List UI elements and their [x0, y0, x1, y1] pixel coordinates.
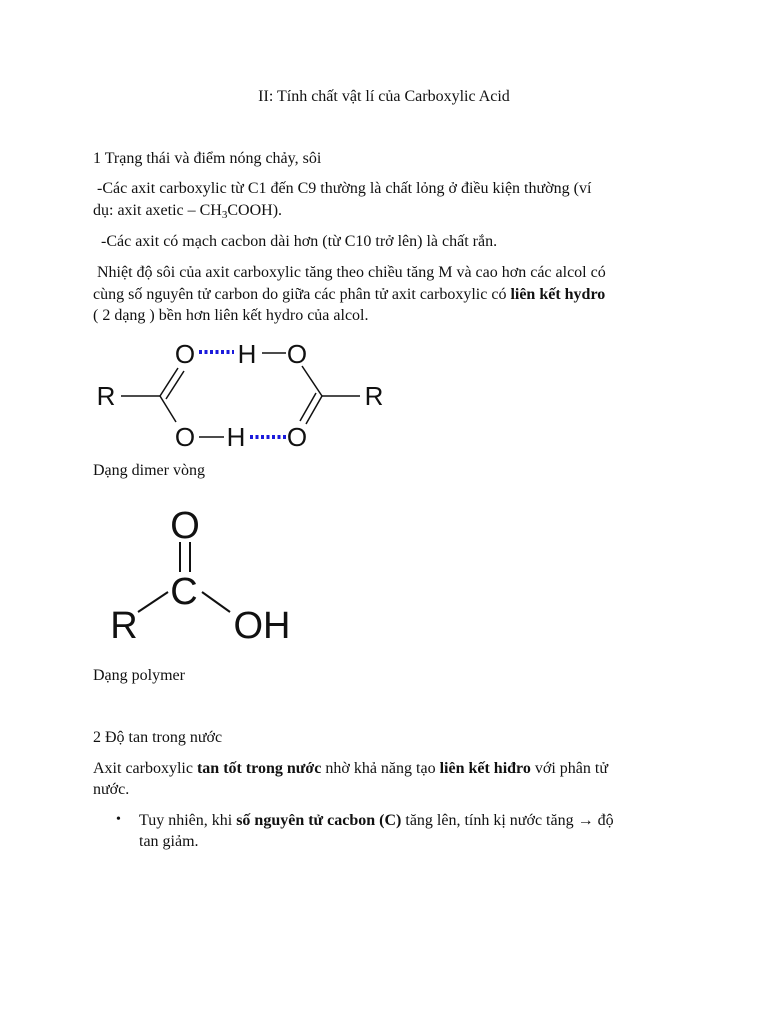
paragraph-2: -Các axit có mạch cacbon dài hơn (từ C10 trở lên) là chất rắn.: [101, 233, 498, 250]
section2-text-b: nhờ khả năng tạo: [325, 760, 436, 777]
section2-heading: 2 Độ tan trong nước: [93, 729, 223, 746]
atom-c: C: [170, 571, 198, 613]
atom-o: O: [170, 505, 200, 547]
bullet-line-1: [139, 810, 614, 832]
arrow-symbol: →: [577, 812, 594, 829]
section2-text-a: Axit carboxylic: [93, 760, 193, 777]
section2-paragraph-line-1: [93, 758, 608, 780]
atom-o4: O: [286, 422, 308, 452]
section1-heading: 1 Trạng thái và điểm nóng chảy, sôi: [93, 150, 322, 167]
atom-o1: O: [174, 339, 196, 369]
bond-c-o3: [160, 396, 176, 422]
bond-c-oh: [202, 592, 230, 612]
paragraph-1-line-1: -Các axit carboxylic từ C1 đến C9 thường là chất lỏng ở điều kiện thường (ví: [97, 180, 592, 197]
bullet-bold-carbon: số nguyên tử cacbon (C): [236, 812, 402, 829]
double-bond-right-b: [300, 393, 316, 421]
section2-bold-hbond: liên kết hiđro: [439, 760, 531, 777]
hydrogen-bond-bold: liên kết hydro: [510, 286, 606, 303]
polymer-structure-diagram: [100, 500, 310, 648]
atom-h2: H: [226, 422, 246, 452]
atom-r-left: R: [96, 381, 116, 411]
dimer-structure-diagram: [90, 336, 400, 456]
subscript-3: 3: [221, 209, 228, 221]
atom-o2: O: [286, 339, 308, 369]
paragraph-3-text: cùng số nguyên tử carbon do giữa các phân tử axit carboxylic có: [93, 286, 507, 303]
paragraph-1-text: dụ: axit axetic – CH: [93, 202, 222, 219]
bullet-text-c: độ: [597, 812, 614, 829]
atom-r-right: R: [364, 381, 384, 411]
paragraph-3-line-1: Nhiệt độ sôi của axit carboxylic tăng theo chiều tăng M và cao hơn các alcol có: [97, 264, 606, 281]
section2-paragraph-line-2: nước.: [93, 781, 130, 798]
paragraph-1-line-2: [93, 200, 282, 222]
atom-r: R: [110, 605, 138, 647]
bond-c-r: [138, 592, 168, 612]
bond-o2-c: [302, 366, 322, 396]
bullet-text-b: tăng lên, tính kị nước tăng: [405, 812, 574, 829]
double-bond-left-b: [166, 371, 184, 399]
double-bond-right-a: [306, 396, 322, 424]
paragraph-1-formula-tail: COOH).: [227, 202, 283, 219]
atom-o3: O: [174, 422, 196, 452]
atom-h1: H: [237, 339, 257, 369]
bullet-marker: •: [116, 812, 121, 827]
bullet-text-a: Tuy nhiên, khi: [139, 812, 233, 829]
paragraph-3-line-2: [93, 284, 605, 306]
paragraph-3-line-3: ( 2 dạng ) bền hơn liên kết hydro của alcol.: [93, 307, 369, 324]
section2-bold-solubility: tan tốt trong nước: [196, 760, 322, 777]
atom-oh: OH: [233, 605, 291, 647]
section2-text-c: với phân tử: [534, 760, 608, 777]
page-title: II: Tính chất vật lí của Carboxylic Acid: [258, 88, 510, 105]
double-bond-left-a: [160, 368, 178, 396]
bullet-line-2: tan giảm.: [139, 833, 199, 850]
polymer-caption: Dạng polymer: [93, 667, 185, 684]
dimer-caption: Dạng dimer vòng: [93, 462, 205, 479]
